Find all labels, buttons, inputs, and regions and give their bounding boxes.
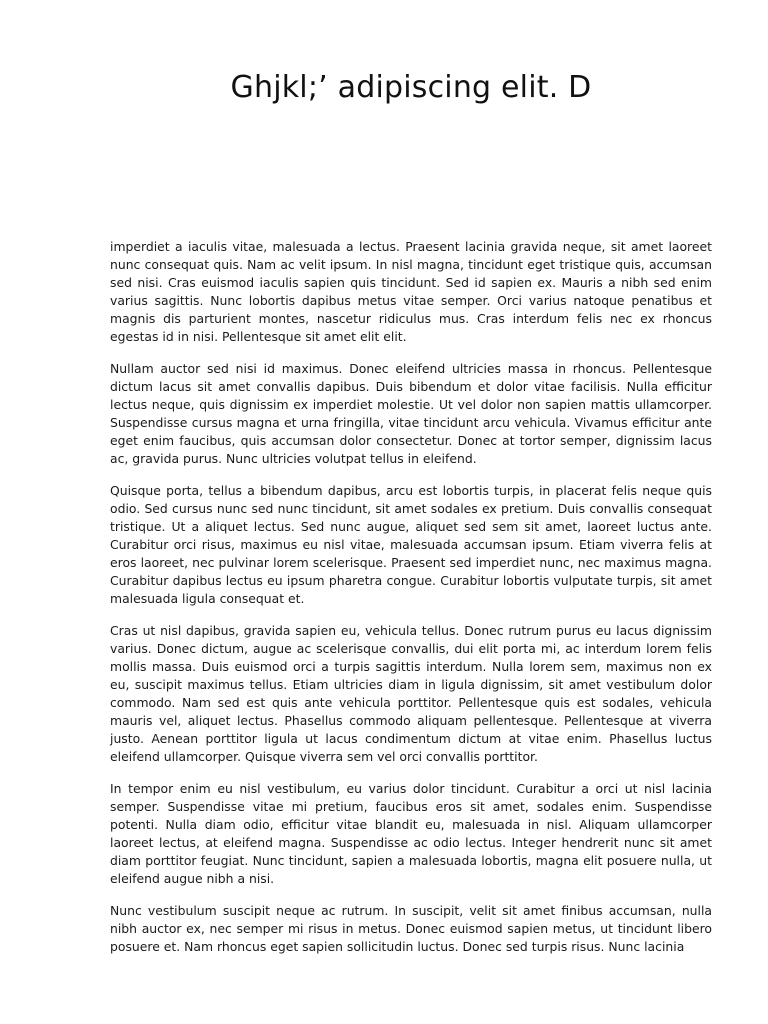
document-title: Ghjkl;’ adipiscing elit. D (230, 70, 592, 105)
paragraph-6: Nunc vestibulum suscipit neque ac rutrum. In suscipit, velit sit amet finibus accumsan, nulla nibh auctor ex, nec semper mi risus in metus. Donec euismod sapien metus, ut tincidunt libero posuere et. Nam rhoncus eget sapien sollicitudin luctus. Donec sed turpis risus. Nunc lacinia (110, 903, 712, 954)
paragraph-4: Cras ut nisl dapibus, gravida sapien eu, vehicula tellus. Donec rutrum purus eu lacus dignissim varius. Donec dictum, augue ac scelerisque convallis, dui elit porta mi, ac interdum lorem felis mollis massa. Duis euismod orci a turpis sagittis interdum. Nulla lorem sem, maximus non ex eu, suscipit maximus tellus. Etiam ultricies diam in ligula dignissim, sit amet vestibulum dolor commodo. Nam sed est quis ante vehicula porttitor. Pellentesque quis est sodales, vehicula mauris vel, aliquet lectus. Phasellus commodo aliquam pellentesque. Pellentesque at viverra justo. Aenean porttitor ligula ut lacus condimentum dictum at vitae enim. Phasellus luctus eleifend ullamcorper. Quisque viverra sem vel orci convallis porttitor. (110, 623, 712, 764)
document-body (110, 238, 712, 970)
paragraph-3: Quisque porta, tellus a bibendum dapibus, arcu est lobortis turpis, in placerat felis neque quis odio. Sed cursus nunc sed nunc tincidunt, sit amet sodales ex pretium. Duis convallis consequat tristique. Ut a aliquet lectus. Sed nunc augue, aliquet sed sem sit amet, laoreet luctus ante. Curabitur orci risus, maximus eu nisl vitae, malesuada accumsan ipsum. Etiam viverra felis at eros laoreet, nec pulvinar lorem scelerisque. Praesent sed imperdiet nunc, nec maximus magna. Curabitur dapibus lectus eu ipsum pharetra congue. Curabitur lobortis vulputate turpis, sit amet malesuada ligula consequat et. (110, 483, 712, 606)
paragraph-1: imperdiet a iaculis vitae, malesuada a lectus. Praesent lacinia gravida neque, sit amet laoreet nunc consequat quis. Nam ac velit ipsum. In nisl magna, tincidunt eget tristique quis, accumsan sed nisi. Cras euismod iaculis sapien quis tincidunt. Sed id sapien ex. Mauris a nibh sed enim varius sagittis. Nunc lobortis dapibus metus vitae semper. Orci varius natoque penatibus et magnis dis parturient montes, nascetur ridiculus mus. Cras interdum felis nec ex rhoncus egestas id in nisi. Pellentesque sit amet elit elit. (110, 239, 712, 344)
paragraph-5: In tempor enim eu nisl vestibulum, eu varius dolor tincidunt. Curabitur a orci ut nisl lacinia semper. Suspendisse vitae mi pretium, faucibus eros sit amet, sodales enim. Suspendisse potenti. Nulla diam odio, efficitur vitae blandit eu, malesuada in nisl. Aliquam ullamcorper laoreet lectus, at eleifend magna. Suspendisse ac odio lectus. Integer hendrerit nunc sit amet diam porttitor feugiat. Nunc tincidunt, sapien a malesuada lobortis, magna elit posuere nulla, ut eleifend augue nibh a nisi. (110, 781, 712, 886)
paragraph-2: Nullam auctor sed nisi id maximus. Donec eleifend ultricies massa in rhoncus. Pellentesque dictum lacus sit amet convallis dapibus. Duis bibendum et dolor vitae facilisis. Nulla efficitur lectus neque, quis dignissim ex imperdiet molestie. Ut vel dolor non sapien mattis ullamcorper. Suspendisse cursus magna et urna fringilla, vitae tincidunt arcu vehicula. Vivamus efficitur ante eget enim faucibus, quis accumsan dolor consectetur. Donec at tortor semper, dignissim lacus ac, gravida purus. Nunc ultricies volutpat tellus in eleifend. (110, 361, 712, 466)
